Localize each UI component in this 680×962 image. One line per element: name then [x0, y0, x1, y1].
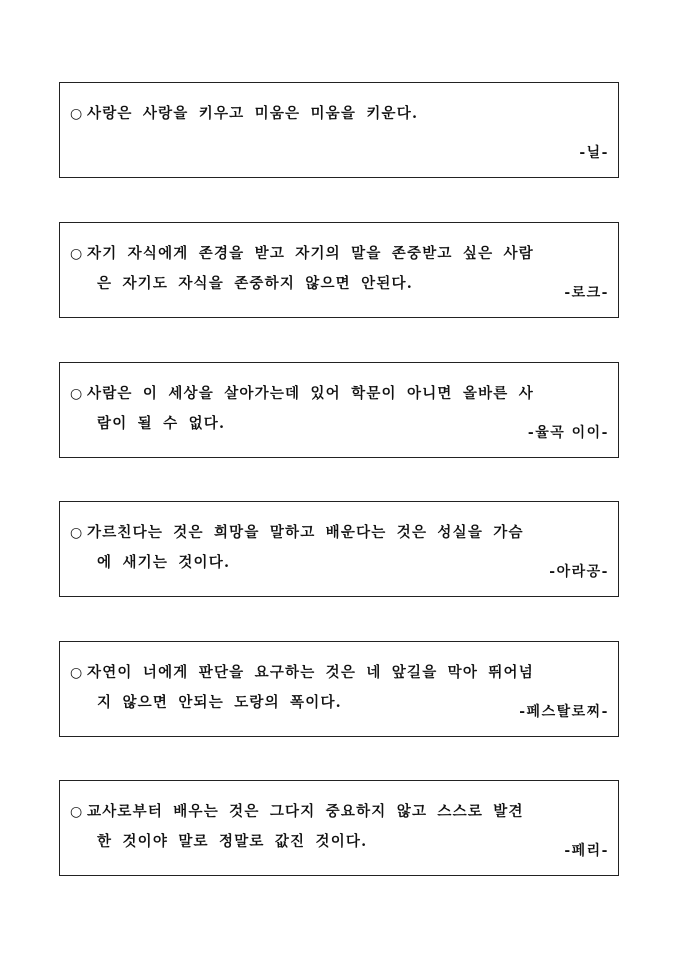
circle-bullet-icon: ○: [70, 525, 84, 541]
quote-author: -페스탈로찌-: [519, 704, 609, 720]
quote-text: [70, 518, 608, 577]
quote-line-2: 은 자기도 자식을 존중하지 않으면 안된다.: [97, 275, 414, 292]
quote-line-1: 교사로부터 배우는 것은 그다지 중요하지 않고 스스로 발견: [87, 803, 524, 820]
circle-bullet-icon: ○: [70, 665, 84, 681]
quote-box-4: [59, 501, 619, 597]
quote-author: -율곡 이이-: [527, 425, 609, 441]
quote-box-6: [59, 780, 619, 876]
circle-bullet-icon: ○: [70, 106, 84, 122]
quote-line-1: 사랑은 사랑을 키우고 미움은 미움을 키운다.: [87, 105, 419, 122]
quote-line-1: 가르친다는 것은 희망을 말하고 배운다는 것은 성실을 가슴: [87, 524, 524, 541]
quote-author: -아라공-: [549, 564, 609, 580]
quote-box-5: [59, 641, 619, 737]
quote-text: [70, 239, 608, 298]
quote-line-2: 한 것이야 말로 정말로 값진 것이다.: [97, 833, 368, 850]
quote-line-2: 람이 될 수 없다.: [97, 415, 226, 432]
quote-text: [70, 99, 608, 129]
quote-author: -닐-: [579, 145, 609, 161]
quote-line-2: 에 새기는 것이다.: [97, 554, 231, 571]
quote-box-2: [59, 222, 619, 318]
circle-bullet-icon: ○: [70, 246, 84, 262]
quote-text: [70, 797, 608, 856]
quote-line-1: 자연이 너에게 판단을 요구하는 것은 네 앞길을 막아 뛰어넘: [87, 664, 534, 681]
quote-author: -페리-: [564, 843, 609, 859]
circle-bullet-icon: ○: [70, 386, 84, 402]
quote-line-1: 자기 자식에게 존경을 받고 자기의 말을 존중받고 싶은 사람: [87, 245, 534, 262]
quote-box-3: [59, 362, 619, 458]
quote-line-2: 지 않으면 안되는 도랑의 폭이다.: [97, 694, 342, 711]
quote-author: -로크-: [564, 285, 609, 301]
circle-bullet-icon: ○: [70, 804, 84, 820]
quote-line-1: 사람은 이 세상을 살아가는데 있어 학문이 아니면 올바른 사: [87, 385, 534, 402]
quote-box-1: [59, 82, 619, 178]
